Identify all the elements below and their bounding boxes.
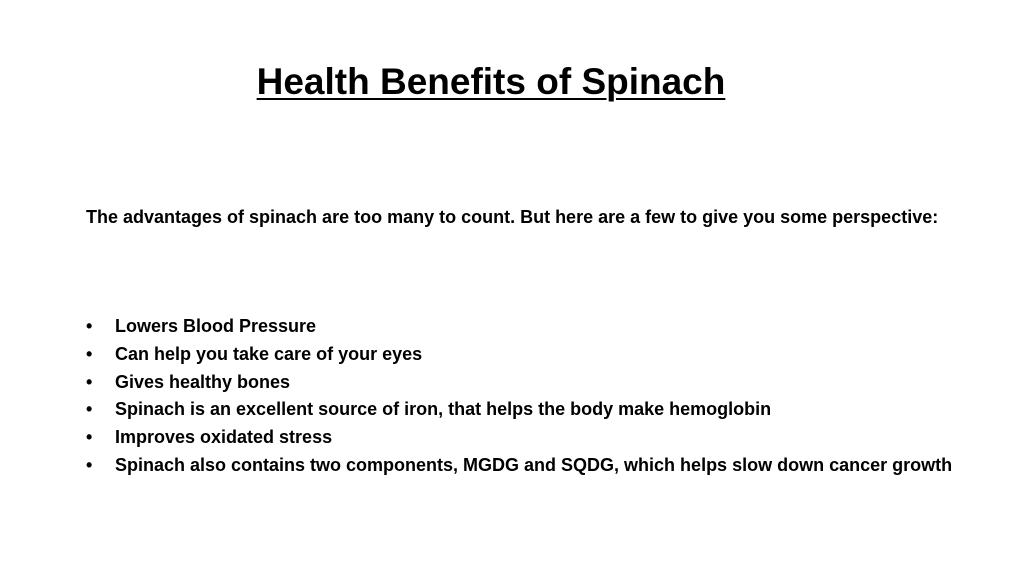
list-item — [86, 452, 986, 480]
list-item — [86, 313, 986, 341]
list-item-text: Spinach is an excellent source of iron, that helps the body make hemoglobin — [115, 399, 772, 420]
slide-title: Health Benefits of Spinach — [256, 61, 726, 102]
bullet-icon: • — [86, 399, 93, 420]
bullet-icon: • — [86, 343, 93, 364]
bullet-icon: • — [86, 454, 93, 475]
list-item-text: Gives healthy bones — [115, 371, 291, 392]
bullet-icon: • — [86, 316, 93, 336]
list-item-text: Can help you take care of your eyes — [115, 343, 423, 364]
bullet-icon: • — [86, 427, 93, 448]
list-item-text: Lowers Blood Pressure — [115, 316, 317, 336]
benefits-list — [86, 313, 986, 480]
intro-paragraph: The advantages of spinach are too many to count. But here are a few to give you some perspective: — [86, 207, 939, 227]
list-item-text: Spinach also contains two components, MGDG and SQDG, which helps slow down cancer growth — [115, 454, 953, 475]
list-item — [86, 369, 986, 397]
bullet-icon: • — [86, 371, 93, 392]
list-item — [86, 396, 986, 424]
list-item — [86, 424, 986, 452]
list-item-text: Improves oxidated stress — [115, 427, 333, 448]
list-item — [86, 341, 986, 369]
